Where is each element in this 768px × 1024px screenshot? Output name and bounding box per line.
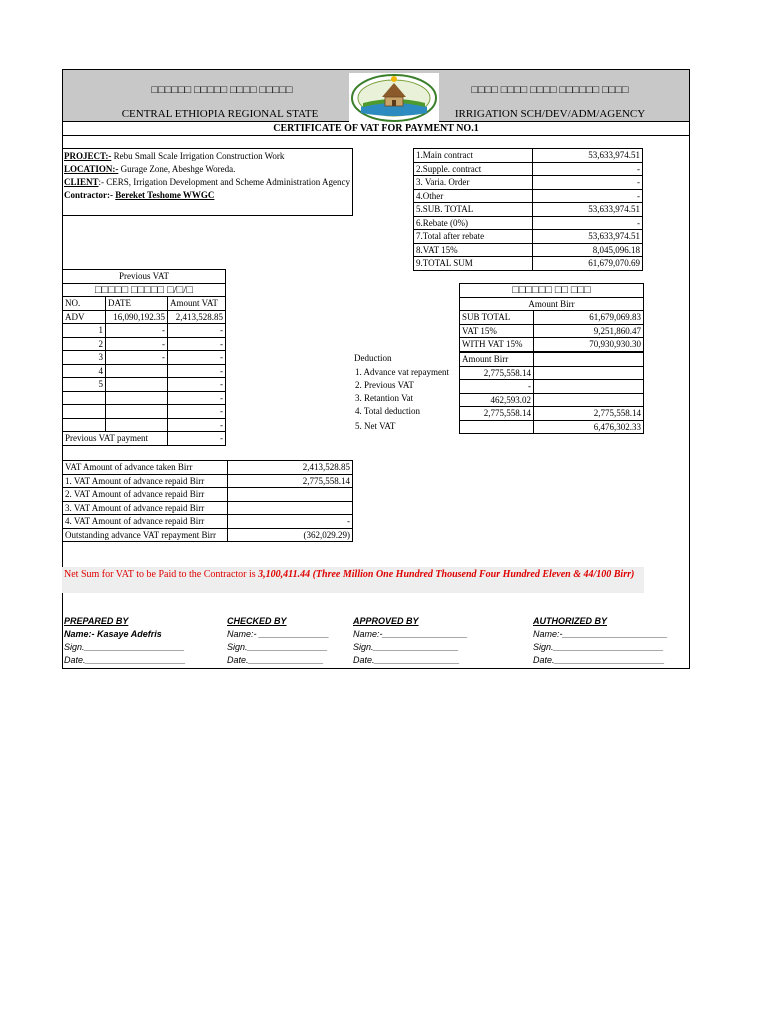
previous-vat-no: 1 [63, 324, 106, 338]
previous-vat-amount: - [168, 418, 226, 432]
contract-summary-value: - [533, 189, 643, 203]
previous-vat-title: Previous VAT [63, 270, 226, 284]
contract-summary-label: 6.Rebate (0%) [414, 216, 533, 230]
deduction-amount: 462,593.02 [460, 393, 534, 407]
signature-heading: PREPARED BY [64, 616, 129, 626]
net-sum-amount: 3,100,411.44 (Three Million One Hundred Thousend Four Hundred Eleven & 44/100 Birr) [258, 569, 635, 580]
deduction-row [460, 380, 644, 394]
advance-vat-value: 2,413,528.85 [228, 461, 353, 475]
payment-label: SUB TOTAL [460, 311, 534, 325]
previous-vat-column-header: Amount VAT [168, 297, 226, 311]
contract-summary-label: 7.Total after rebate [414, 230, 533, 244]
deduction-label: 4. Total deduction [355, 406, 420, 416]
payment-value: 70,930,930.30 [534, 338, 644, 352]
deduction-row [460, 407, 644, 421]
advance-vat-label: VAT Amount of advance taken Birr [63, 461, 228, 475]
project-line [64, 150, 284, 162]
signature-name: Name:-_________________ [353, 629, 468, 639]
project-label: PROJECT:- [64, 151, 112, 161]
previous-vat-no [63, 418, 106, 432]
payment-amharic-title: □□□□□□ □□ □□□ [460, 284, 644, 298]
payment-value: 61,679,069.83 [534, 311, 644, 325]
signature-date: Date._______________ [227, 655, 324, 665]
contract-summary-value: - [533, 162, 643, 176]
previous-vat-row [63, 337, 226, 351]
deduction-total [534, 366, 644, 380]
signature-sign: Sign.____________________ [64, 642, 185, 652]
net-vat-row [460, 420, 644, 434]
header-amharic-right: □□□□ □□□□ □□□□ □□□□□□ □□□□ [471, 84, 629, 96]
previous-vat-row [63, 378, 226, 392]
contract-summary-label: 3. Varia. Order [414, 176, 533, 190]
contract-summary-row [414, 162, 643, 176]
contractor-label: Contractor:- [64, 190, 116, 200]
previous-vat-amount: 2,413,528.85 [168, 310, 226, 324]
advance-vat-label: 3. VAT Amount of advance repaid Birr [63, 501, 228, 515]
previous-vat-row [63, 310, 226, 324]
location-value: Gurage Zone, Abeshge Woreda. [118, 164, 236, 174]
previous-vat-no: 5 [63, 378, 106, 392]
deduction-amount-header: Amount Birr [460, 353, 534, 367]
signature-sign: Sign.______________________ [533, 642, 664, 652]
previous-vat-amount: - [168, 378, 226, 392]
advance-vat-value: 2,775,558.14 [228, 474, 353, 488]
advance-vat-row [63, 528, 353, 542]
net-sum-prefix: Net Sum for VAT to be Paid to the Contractor is [64, 569, 259, 580]
location-label: LOCATION:- [64, 164, 119, 174]
payment-row [460, 338, 644, 352]
contract-summary-row [414, 257, 643, 271]
payment-row [460, 324, 644, 338]
payment-value: 9,251,860.47 [534, 324, 644, 338]
advance-vat-label: 4. VAT Amount of advance repaid Birr [63, 515, 228, 529]
contract-summary-table [413, 148, 643, 271]
payment-label: WITH VAT 15% [460, 338, 534, 352]
client-line [64, 176, 350, 188]
advance-vat-value: (362,029.29) [228, 528, 353, 542]
advance-vat-label: 2. VAT Amount of advance repaid Birr [63, 488, 228, 502]
previous-vat-amharic-row [63, 283, 226, 297]
previous-vat-date [106, 378, 168, 392]
previous-vat-date: - [106, 337, 168, 351]
contract-summary-label: 4.Other [414, 189, 533, 203]
contract-summary-label: 2.Supple. contract [414, 162, 533, 176]
previous-vat-date: 16,090,192.35 [106, 310, 168, 324]
net-vat-blank [460, 420, 534, 434]
contract-summary-value: 53,633,974.51 [533, 203, 643, 217]
previous-vat-amount: - [168, 391, 226, 405]
previous-vat-footer-row [63, 432, 226, 446]
deduction-amount: 2,775,558.14 [460, 366, 534, 380]
deduction-title: Deduction [354, 353, 392, 363]
previous-vat-footer-value: - [168, 432, 226, 446]
deduction-label: 3. Retantion Vat [355, 393, 414, 403]
previous-vat-no [63, 405, 106, 419]
previous-vat-table [62, 269, 226, 446]
previous-vat-row [63, 351, 226, 365]
signature-column [353, 615, 468, 667]
net-vat-value: 6,476,302.33 [534, 420, 644, 434]
contract-summary-value: - [533, 176, 643, 190]
previous-vat-amount: - [168, 351, 226, 365]
contractor-value: Bereket Teshome WWGC [115, 190, 215, 200]
contract-summary-label: 8.VAT 15% [414, 243, 533, 257]
signature-sign: Sign._________________ [353, 642, 459, 652]
advance-vat-row [63, 501, 353, 515]
project-value: Rebu Small Scale Irrigation Construction Work [111, 151, 285, 161]
previous-vat-date [106, 418, 168, 432]
title-divider [63, 135, 689, 136]
previous-vat-date: - [106, 351, 168, 365]
signature-name: Name:-_____________________ [533, 629, 668, 639]
header-english-left: CENTRAL ETHIOPIA REGIONAL STATE [121, 108, 319, 120]
signature-date: Date.____________________ [64, 655, 186, 665]
deduction-row [460, 366, 644, 380]
deduction-total: 2,775,558.14 [534, 407, 644, 421]
advance-vat-table [62, 460, 353, 542]
deduction-total [534, 393, 644, 407]
contract-summary-value: 53,633,974.51 [533, 149, 643, 163]
previous-vat-amharic-title: □□□□□ □□□□□ □/□/□ [63, 283, 226, 297]
contract-summary-row [414, 216, 643, 230]
contract-summary-row [414, 149, 643, 163]
signature-heading: CHECKED BY [227, 616, 287, 626]
previous-vat-no: 3 [63, 351, 106, 365]
header-amharic-left: □□□□□□ □□□□□ □□□□ □□□□□ [151, 84, 293, 96]
previous-vat-row [63, 391, 226, 405]
previous-vat-date [106, 364, 168, 378]
deduction-header-blank [534, 353, 644, 367]
contract-summary-row [414, 176, 643, 190]
previous-vat-header-row [63, 297, 226, 311]
net-sum-text [64, 569, 642, 581]
contract-summary-label: 1.Main contract [414, 149, 533, 163]
signature-date: Date.______________________ [533, 655, 665, 665]
client-label: CLIENT [64, 177, 99, 187]
previous-vat-no: ADV [63, 310, 106, 324]
contract-summary-row [414, 243, 643, 257]
deduction-label: 2. Previous VAT [355, 380, 414, 390]
previous-vat-column-header: NO. [63, 297, 106, 311]
contract-summary-value: 8,045,096.18 [533, 243, 643, 257]
deduction-label: 1. Advance vat repayment [355, 367, 449, 377]
signature-column [533, 615, 668, 667]
deduction-amount: - [460, 380, 534, 394]
signature-name: Name:- Kasaye Adefris [64, 629, 162, 639]
previous-vat-date: - [106, 324, 168, 338]
advance-vat-row [63, 461, 353, 475]
previous-vat-row [63, 364, 226, 378]
payment-row [460, 311, 644, 325]
contract-summary-label: 9.TOTAL SUM [414, 257, 533, 271]
contract-summary-row [414, 203, 643, 217]
contract-summary-value: 61,679,070.69 [533, 257, 643, 271]
this-payment-table [459, 283, 644, 352]
previous-vat-row [63, 324, 226, 338]
previous-vat-column-header: DATE [106, 297, 168, 311]
advance-vat-row [63, 515, 353, 529]
deduction-table [459, 352, 644, 434]
contract-summary-row [414, 230, 643, 244]
previous-vat-amount: - [168, 405, 226, 419]
deduction-header-row [460, 353, 644, 367]
signature-sign: Sign.________________ [227, 642, 328, 652]
previous-vat-amount: - [168, 364, 226, 378]
header-english-right: IRRIGATION SCH/DEV/ADM/AGENCY [454, 108, 646, 120]
previous-vat-title-row [63, 270, 226, 284]
contractor-line [64, 189, 214, 201]
signature-heading: AUTHORIZED BY [533, 616, 607, 626]
agency-logo [349, 73, 439, 123]
advance-vat-value [228, 488, 353, 502]
signature-name: Name:- ______________ [227, 629, 330, 639]
net-vat-label: 5. Net VAT [355, 421, 396, 431]
previous-vat-date [106, 405, 168, 419]
contract-summary-value: - [533, 216, 643, 230]
signature-date: Date._________________ [353, 655, 460, 665]
advance-vat-label: Outstanding advance VAT repayment Birr [63, 528, 228, 542]
advance-vat-row [63, 488, 353, 502]
certificate-title: CERTIFICATE OF VAT FOR PAYMENT NO.1 [273, 123, 479, 134]
previous-vat-row [63, 405, 226, 419]
location-line [64, 163, 235, 175]
deduction-total [534, 380, 644, 394]
advance-vat-value: - [228, 515, 353, 529]
signature-heading: APPROVED BY [353, 616, 419, 626]
client-value: :- CERS, Irrigation Development and Scheme Administration Agency [98, 177, 350, 187]
contract-summary-row [414, 189, 643, 203]
previous-vat-no [63, 391, 106, 405]
signature-column [227, 615, 329, 667]
previous-vat-date [106, 391, 168, 405]
contract-summary-value: 53,633,974.51 [533, 230, 643, 244]
payment-amharic-row [460, 284, 644, 298]
previous-vat-amount: - [168, 324, 226, 338]
advance-vat-value [228, 501, 353, 515]
payment-subtitle-row [460, 297, 644, 311]
signature-column [64, 615, 186, 667]
previous-vat-no: 2 [63, 337, 106, 351]
deduction-row [460, 393, 644, 407]
payment-subtitle: Amount Birr [460, 297, 644, 311]
payment-label: VAT 15% [460, 324, 534, 338]
previous-vat-amount: - [168, 337, 226, 351]
contract-summary-label: 5.SUB. TOTAL [414, 203, 533, 217]
previous-vat-row [63, 418, 226, 432]
previous-vat-footer-label: Previous VAT payment [63, 432, 168, 446]
previous-vat-no: 4 [63, 364, 106, 378]
deduction-amount: 2,775,558.14 [460, 407, 534, 421]
advance-vat-label: 1. VAT Amount of advance repaid Birr [63, 474, 228, 488]
advance-vat-row [63, 474, 353, 488]
